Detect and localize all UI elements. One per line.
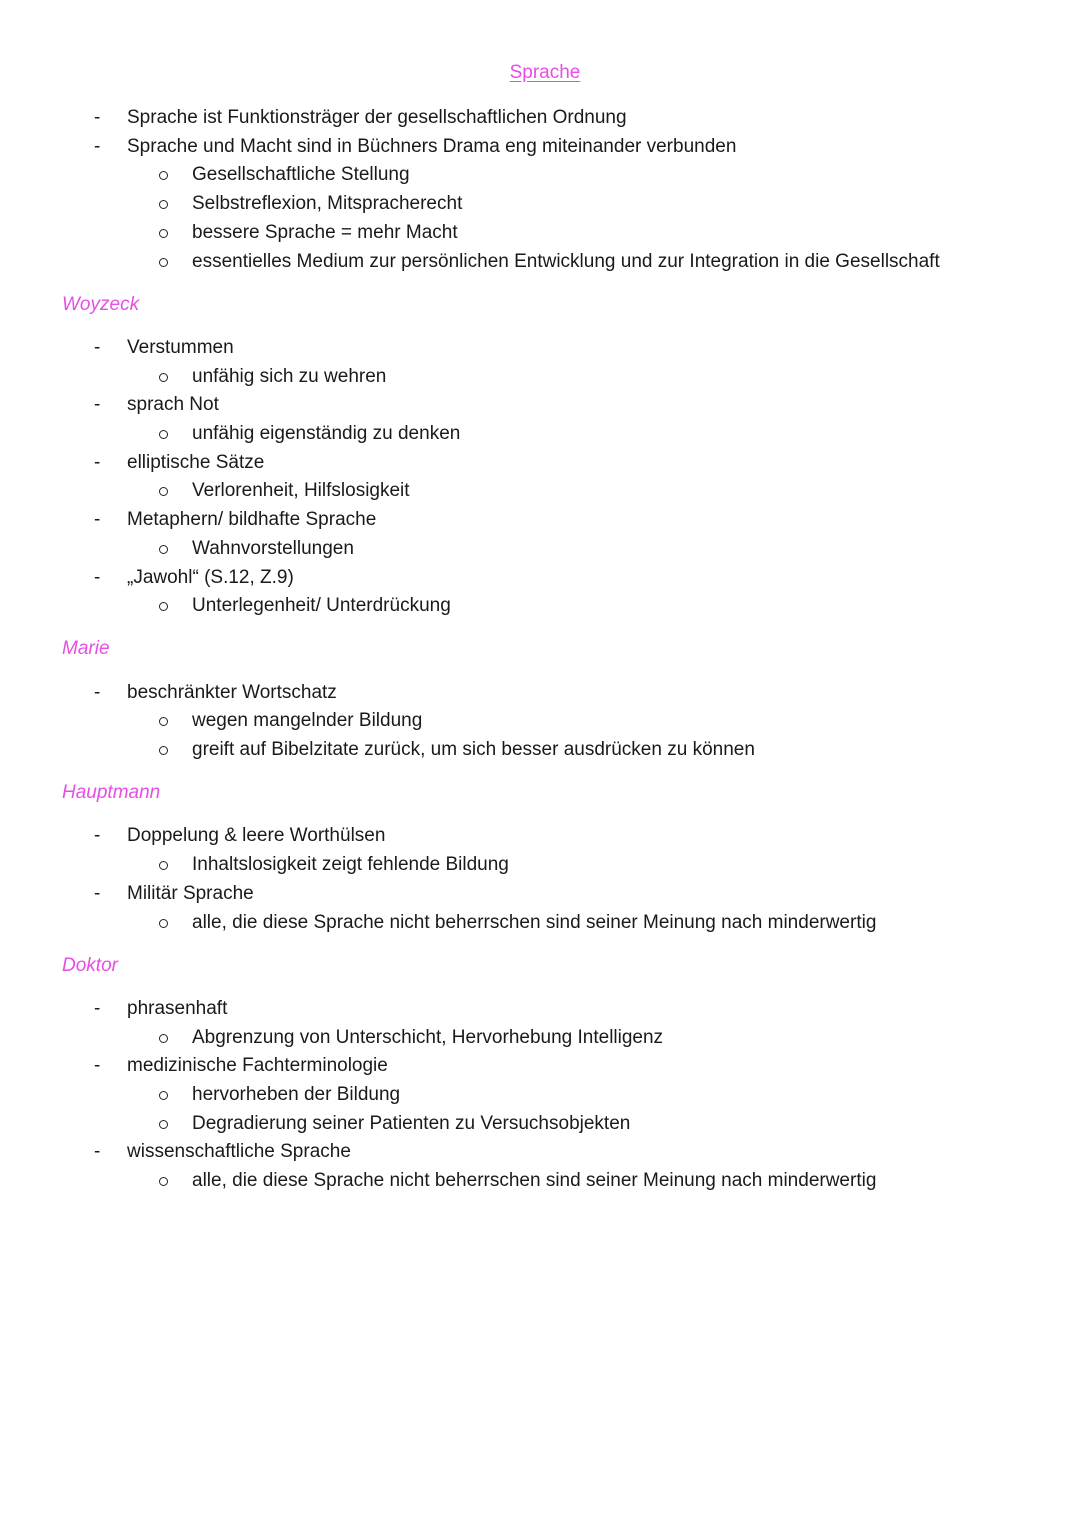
sub-item: Gesellschaftliche Stellung [192, 164, 410, 186]
dash-bullet: - [94, 997, 101, 1019]
circle-bullet [159, 258, 168, 267]
bullet-item: Verstummen [127, 336, 234, 358]
circle-bullet [159, 200, 168, 209]
circle-bullet [159, 602, 168, 611]
dash-bullet: - [94, 566, 101, 588]
circle-bullet [159, 545, 168, 554]
circle-bullet [159, 1177, 168, 1186]
circle-bullet [159, 861, 168, 870]
sub-item: Degradierung seiner Patienten zu Versuchsobjekten [192, 1112, 631, 1134]
bullet-item: Militär Sprache [127, 882, 254, 904]
bullet-item: Sprache und Macht sind in Büchners Drama eng miteinander verbunden [127, 135, 737, 157]
bullet-item: sprach Not [127, 394, 219, 416]
sub-item: unfähig sich zu wehren [192, 365, 387, 387]
dash-bullet: - [94, 107, 101, 128]
dash-bullet: - [94, 336, 101, 358]
sub-item: Inhaltslosigkeit zeigt fehlende Bildung [192, 854, 509, 876]
circle-bullet [159, 1120, 168, 1129]
sub-item: Unterlegenheit/ Unterdrückung [192, 595, 451, 617]
page-title: Sprache [509, 62, 581, 83]
sub-item: essentielles Medium zur persönlichen Entwicklung und zur Integration in die Gesellschaft [192, 250, 940, 272]
dash-bullet: - [94, 825, 101, 847]
bullet-item: Doppelung & leere Worthülsen [127, 825, 386, 847]
section-heading: Marie [62, 638, 110, 660]
bullet-item: elliptische Sätze [127, 451, 265, 473]
sub-item: greift auf Bibelzitate zurück, um sich besser ausdrücken zu können [192, 739, 755, 760]
circle-bullet [159, 1091, 168, 1100]
circle-bullet [159, 746, 168, 755]
sub-item: bessere Sprache = mehr Macht [192, 221, 458, 243]
sub-item: Abgrenzung von Unterschicht, Hervorhebung Intelligenz [192, 1026, 664, 1048]
bullet-item: „Jawohl“ (S.12, Z.9) [127, 566, 294, 588]
sub-item: hervorheben der Bildung [192, 1084, 401, 1105]
dash-bullet: - [94, 681, 101, 703]
bullet-item: Metaphern/ bildhafte Sprache [127, 509, 377, 531]
dash-bullet: - [94, 1055, 101, 1077]
sub-item: Selbstreflexion, Mitspracherecht [192, 193, 463, 215]
dash-bullet: - [94, 394, 101, 416]
sub-item: Verlorenheit, Hilfslosigkeit [192, 480, 410, 502]
sub-item: alle, die diese Sprache nicht beherrschen sind seiner Meinung nach minderwertig [192, 911, 877, 933]
bullet-item: Sprache ist Funktionsträger der gesellschaftlichen Ordnung [127, 107, 627, 128]
bullet-item: wissenschaftliche Sprache [127, 1141, 351, 1163]
bullet-item: beschränkter Wortschatz [127, 681, 337, 703]
circle-bullet [159, 487, 168, 496]
dash-bullet: - [94, 451, 101, 473]
circle-bullet [159, 373, 168, 382]
circle-bullet [159, 430, 168, 439]
dash-bullet: - [94, 509, 101, 531]
dash-bullet: - [94, 882, 101, 904]
bullet-item: phrasenhaft [127, 997, 228, 1019]
sub-item: Wahnvorstellungen [192, 537, 354, 559]
dash-bullet: - [94, 135, 101, 157]
section-heading: Hauptmann [62, 782, 161, 804]
sub-item: unfähig eigenständig zu denken [192, 423, 461, 444]
section-heading: Doktor [62, 954, 118, 976]
circle-bullet [159, 1034, 168, 1043]
dash-bullet: - [94, 1141, 101, 1163]
circle-bullet [159, 171, 168, 180]
sub-item: alle, die diese Sprache nicht beherrschen sind seiner Meinung nach minderwertig [192, 1170, 877, 1192]
section-heading: Woyzeck [62, 293, 140, 315]
circle-bullet [159, 919, 168, 928]
bullet-item: medizinische Fachterminologie [127, 1055, 388, 1077]
circle-bullet [159, 229, 168, 238]
sub-item: wegen mangelnder Bildung [192, 710, 423, 732]
circle-bullet [159, 717, 168, 726]
